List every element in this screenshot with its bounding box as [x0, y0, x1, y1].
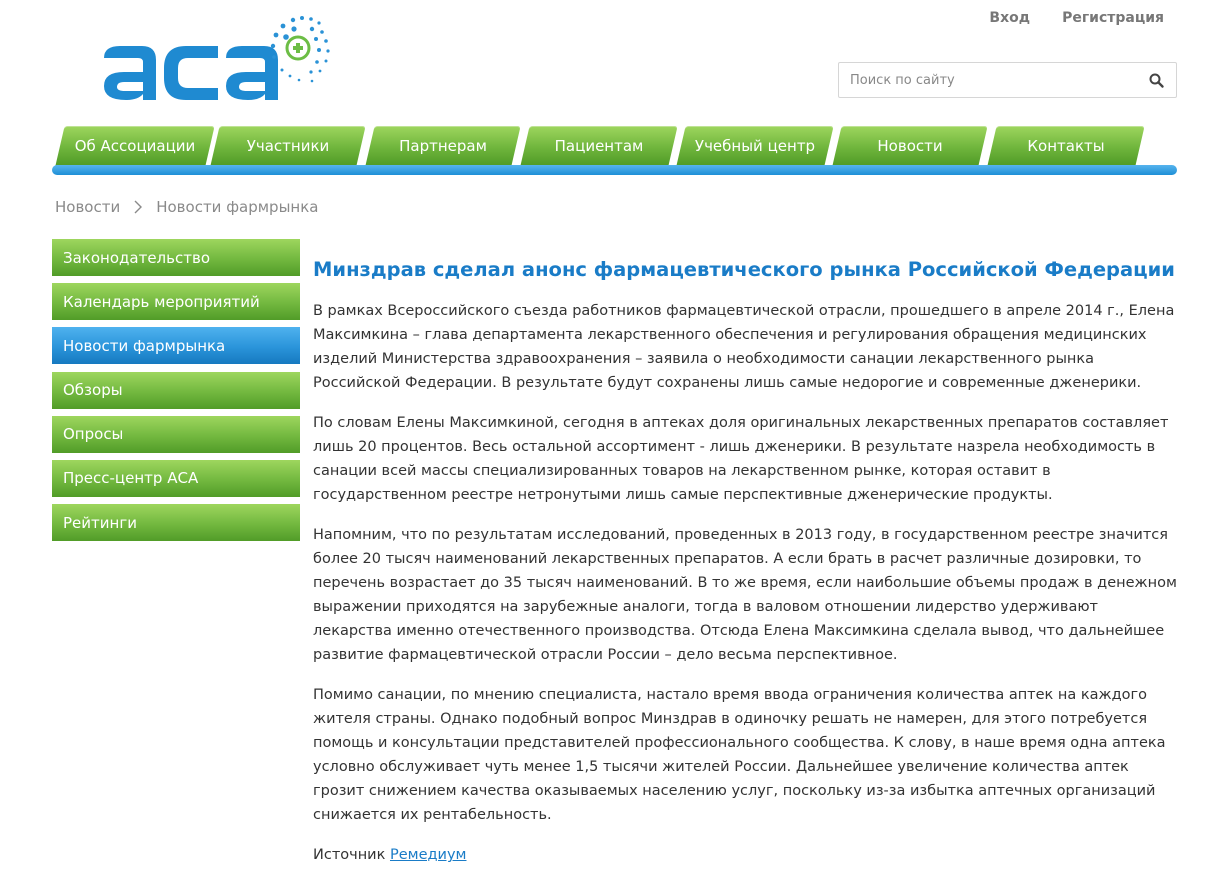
- article-paragraph: Помимо санации, по мнению специалиста, настало время ввода ограничения количества аптек на каждого жителя страны. Однако подобный вопрос Минздрав в одиночку решать не намерен, для этого потребуется помощь и консультации представителей профессионального сообщества. К слову, в наше время одна аптека условно обслуживает чуть менее 1,5 тысячи жителей России. Дальнейшее увеличение количества аптек грозит снижением качества оказываемых населению услуг, поскольку из-за избытка аптечных организаций снижается их рентабельность.: [313, 687, 1166, 823]
- nav-item-label: Участники: [246, 137, 330, 155]
- nav-item-label: Об Ассоциации: [74, 137, 196, 155]
- chevron-right-icon: [132, 200, 144, 214]
- nav-underline-bar: [52, 165, 1177, 175]
- login-link[interactable]: Вход: [989, 10, 1031, 26]
- nav-item-label: Пациентам: [554, 137, 644, 155]
- sidebar-item-ratings[interactable]: Рейтинги: [52, 504, 300, 541]
- article: [313, 256, 1181, 883]
- breadcrumb: [55, 198, 318, 216]
- nav-item-label: Новости: [877, 137, 943, 155]
- nav-item-label: Учебный центр: [694, 137, 816, 155]
- nav-item-patients[interactable]: [525, 126, 673, 166]
- article-paragraph: Напомним, что по результатам исследований, проведенных в 2013 году, в государственном реестре значится более 20 тысяч наименований лекарственных препаратов. А если брать в расчет различные дозировки, то перечень возрастает до 35 тысяч наименований. В то же время, если наибольшие объемы продаж в денежном выражении приходятся на зарубежные аналоги, тогда в валовом отношении лидерство удерживают лекарства именно отечественного производства. Отсюда Елена Максимкина сделала вывод, что дальнейшее развитие фармацевтической отрасли России – дело весьма перспективное.: [313, 527, 1177, 663]
- nav-item-contacts[interactable]: [992, 126, 1140, 166]
- sidebar-item-reviews[interactable]: Обзоры: [52, 372, 300, 409]
- sidebar: [52, 239, 300, 548]
- sidebar-item-polls[interactable]: Опросы: [52, 416, 300, 453]
- breadcrumb-item-current: Новости фармрынка: [156, 198, 319, 216]
- search-icon[interactable]: [1148, 72, 1166, 90]
- nav-item-training-center[interactable]: [681, 126, 829, 166]
- nav-item-label: Контакты: [1027, 137, 1105, 155]
- sidebar-item-press-center[interactable]: Пресс-центр АСА: [52, 460, 300, 497]
- nav-item-partners[interactable]: [370, 126, 516, 166]
- register-link[interactable]: Регистрация: [1062, 10, 1164, 26]
- sidebar-item-events-calendar[interactable]: Календарь мероприятий: [52, 283, 300, 320]
- article-paragraph: По словам Елены Максимкиной, сегодня в аптеках доля оригинальных лекарственных препаратов составляет лишь 20 процентов. Весь остальной ассортимент - лишь дженерики. В результате назрела необходимость в санации всей массы специализированных товаров на лекарственном рынке, которая оставит в государственном реестре нетронутыми лишь самые перспективные дженерические продукты.: [313, 415, 1169, 503]
- article-title: Минздрав сделал анонс фармацевтического рынка Российской Федерации: [313, 258, 1175, 281]
- main-nav: [52, 126, 1177, 176]
- source-label: Источник: [313, 847, 386, 863]
- nav-item-members[interactable]: [215, 126, 361, 166]
- nav-item-label: Партнерам: [399, 137, 487, 155]
- sidebar-item-pharma-news[interactable]: Новости фармрынка: [52, 327, 300, 364]
- search-input[interactable]: [839, 63, 1129, 97]
- breadcrumb-item-news[interactable]: Новости: [55, 198, 121, 216]
- search-box: [838, 62, 1177, 98]
- article-source: [313, 843, 1181, 867]
- top-links: [989, 10, 1164, 26]
- sidebar-item-legislation[interactable]: Законодательство: [52, 239, 300, 276]
- article-paragraph: В рамках Всероссийского съезда работников фармацевтической отрасли, прошедшего в апреле 2014 г., Елена Максимкина – глава департамента лекарственного обеспечения и регулирования обращения медицинских изделий Министерства здравоохранения – заявила о необходимости санации лекарственного рынка Российской Федерации. В результате будут сохранены лишь самые недорогие и современные дженерики.: [313, 303, 1175, 391]
- source-link[interactable]: Ремедиум: [389, 847, 467, 863]
- nav-item-news[interactable]: [837, 126, 983, 166]
- nav-item-association[interactable]: [60, 126, 210, 166]
- aca-logo[interactable]: [98, 10, 334, 106]
